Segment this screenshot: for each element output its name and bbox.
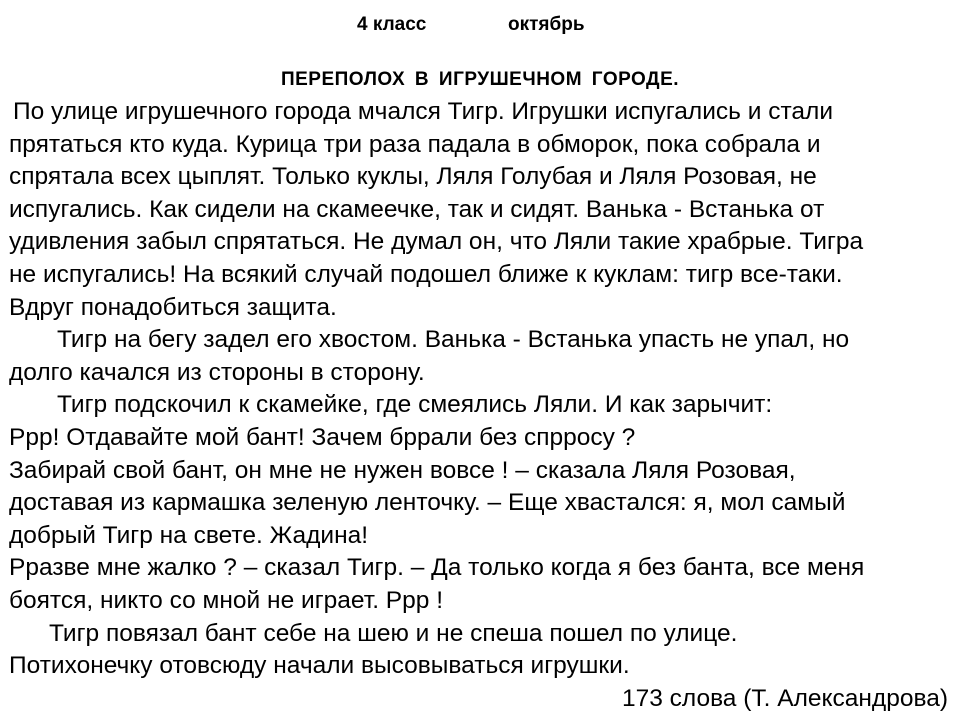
text-line: Тигр повязал бант себе на шею и не спеша пошел по улице.: [49, 619, 738, 647]
text-line: Тигр подскочил к скамейке, где смеялись Ляли. И как зарычит:: [57, 391, 773, 419]
story-title: ПЕРЕПОЛОХ В ИГРУШЕЧНОМ ГОРОДЕ.: [280, 69, 680, 90]
text-line: Вдруг понадобиться защита.: [9, 293, 337, 321]
text-line: Ррр! Отдавайте мой бант! Зачем бррали без спрросу ?: [9, 423, 636, 451]
text-line: доставая из кармашка зеленую ленточку. – Еще хвастался: я, мол самый: [9, 489, 846, 517]
month-label: октябрь: [508, 14, 585, 35]
worksheet-header: [0, 14, 960, 38]
text-line: испугались. Как сидели на скамеечке, так и сидят. Ванька - Встанька от: [9, 195, 825, 223]
word-count-author: 173 слова (Т. Александрова): [621, 684, 948, 712]
grade-label: 4 класс: [357, 14, 427, 35]
text-line: Потихонечку отовсюду начали высовываться игрушки.: [9, 652, 630, 680]
story-text: [9, 96, 954, 715]
text-line: спрятала всех цыплят. Только куклы, Ляля Голубая и Ляля Розовая, не: [9, 163, 817, 191]
text-line: не испугались! На всякий случай подошел ближе к куклам: тигр все-таки.: [9, 260, 843, 288]
text-line: Рразве мне жалко ? – сказал Тигр. – Да только когда я без банта, все меня: [9, 554, 865, 582]
text-line: удивления забыл спрятаться. Не думал он, что Ляли такие храбрые. Тигра: [9, 228, 864, 256]
text-line: прятаться кто куда. Курица три раза падала в обморок, пока собрала и: [9, 130, 821, 158]
text-line: боятся, никто со мной не играет. Ррр !: [9, 586, 444, 614]
text-line: добрый Тигр на свете. Жадина!: [9, 521, 369, 549]
text-line: долго качался из стороны в сторону.: [9, 358, 425, 386]
text-line: Забирай свой бант, он мне не нужен вовсе ! – сказала Ляля Розовая,: [9, 456, 796, 484]
text-line: Тигр на бегу задел его хвостом. Ванька - Встанька упасть не упал, но: [57, 326, 850, 354]
text-line: По улице игрушечного города мчался Тигр. Игрушки испугались и стали: [13, 98, 834, 125]
